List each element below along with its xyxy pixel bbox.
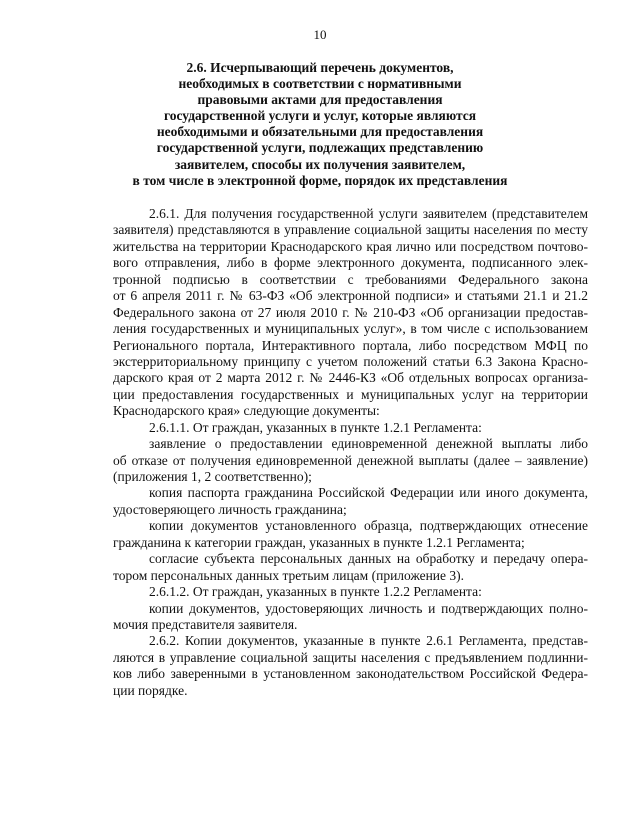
- text-line: Федерального закона от 27 июля 2010 г. № 210-ФЗ «Об организации предостав-: [113, 304, 588, 320]
- section-heading: [110, 60, 530, 189]
- text-line: заявителя) представляются в управление социальной защиты населения по месту: [113, 222, 588, 238]
- text-line: мочия представителя заявителя.: [113, 616, 298, 632]
- text-line: (приложения 1, 2 соответственно);: [113, 469, 312, 484]
- text-line: тором персональных данных третьим лицам (приложение 3).: [113, 567, 465, 583]
- heading-line: заявителем, способы их получения заявителем,: [174, 156, 466, 172]
- text-line: удостоверяющего личность гражданина;: [113, 501, 347, 517]
- text-line: Краснодарского края» следующие документы:: [113, 403, 380, 419]
- text-line: тронной подписью в соответствии с требованиями Федерального закона: [113, 271, 588, 287]
- text-line: ляются в управление социальной защиты населения с предъявлением подлинни-: [113, 649, 588, 665]
- heading-line: необходимыми и обязательными для предоставления: [156, 124, 484, 140]
- text-line: 2.6.1.2. От граждан, указанных в пункте 1.2.2 Регламента:: [149, 584, 482, 600]
- text-line: дарского края от 2 марта 2012 г. № 2446-КЗ «Об отдельных вопросах организа-: [113, 370, 588, 386]
- text-line: 2.6.1.1. От граждан, указанных в пункте 1.2.1 Регламента:: [149, 419, 482, 435]
- text-line: заявление о предоставлении единовременной денежной выплаты либо: [149, 436, 588, 452]
- text-line: согласие субъекта персональных данных на обработку и передачу опера-: [149, 551, 588, 567]
- text-line: копия паспорта гражданина Российской Федерации или иного документа,: [149, 485, 588, 501]
- text-line: гражданина к категории граждан, указанных в пункте 1.2.1 Регламента;: [113, 534, 525, 550]
- text-line: от 6 апреля 2011 г. № 63-ФЗ «Об электронной подписи» и статьями 21.1 и 21.2: [113, 288, 588, 304]
- text-line: копии документов, удостоверяющих личность и подтверждающих полно-: [149, 600, 588, 616]
- heading-line: необходимых в соответствии с нормативными: [178, 76, 462, 92]
- text-line: об отказе от получения единовременной денежной выплаты (далее – заявление): [113, 452, 588, 468]
- text-line: Регионального портала, Интерактивного портала, либо посредством МФЦ по: [113, 337, 588, 353]
- text-line: вого отправления, либо в форме электронного документа, подписанного элек-: [113, 255, 588, 271]
- text-line: жительства на территории Краснодарского края лично или посредством почтово-: [113, 238, 588, 254]
- text-line: ции порядке.: [113, 682, 188, 698]
- section-body: [113, 206, 588, 699]
- text-line: ления государственных и муниципальных услуг», в том числе с использованием: [113, 321, 588, 337]
- heading-line: в том числе в электронной форме, порядок их представления: [132, 172, 508, 188]
- text-line: копии документов установленного образца, подтверждающих отнесение: [149, 518, 588, 534]
- heading-line: 2.6. Исчерпывающий перечень документов,: [186, 60, 454, 75]
- text-line: экстерриториальному принципу с учетом положений статьи 6.3 Закона Красно-: [113, 353, 588, 369]
- text-line: ков либо заверенными в установленном законодательством Российской Федера-: [113, 666, 588, 682]
- text-line: 2.6.1. Для получения государственной услуги заявителем (представителем: [149, 206, 588, 221]
- text-line: ции предоставления государственных и муниципальных услуг на территории: [113, 386, 588, 402]
- heading-line: государственной услуги и услуг, которые являются: [163, 108, 477, 124]
- heading-line: государственной услуги, подлежащих представлению: [156, 140, 484, 156]
- text-line: 2.6.2. Копии документов, указанные в пункте 2.6.1 Регламента, представ-: [149, 633, 588, 649]
- heading-line: правовыми актами для предоставления: [197, 92, 443, 108]
- page-number: 10: [313, 27, 327, 42]
